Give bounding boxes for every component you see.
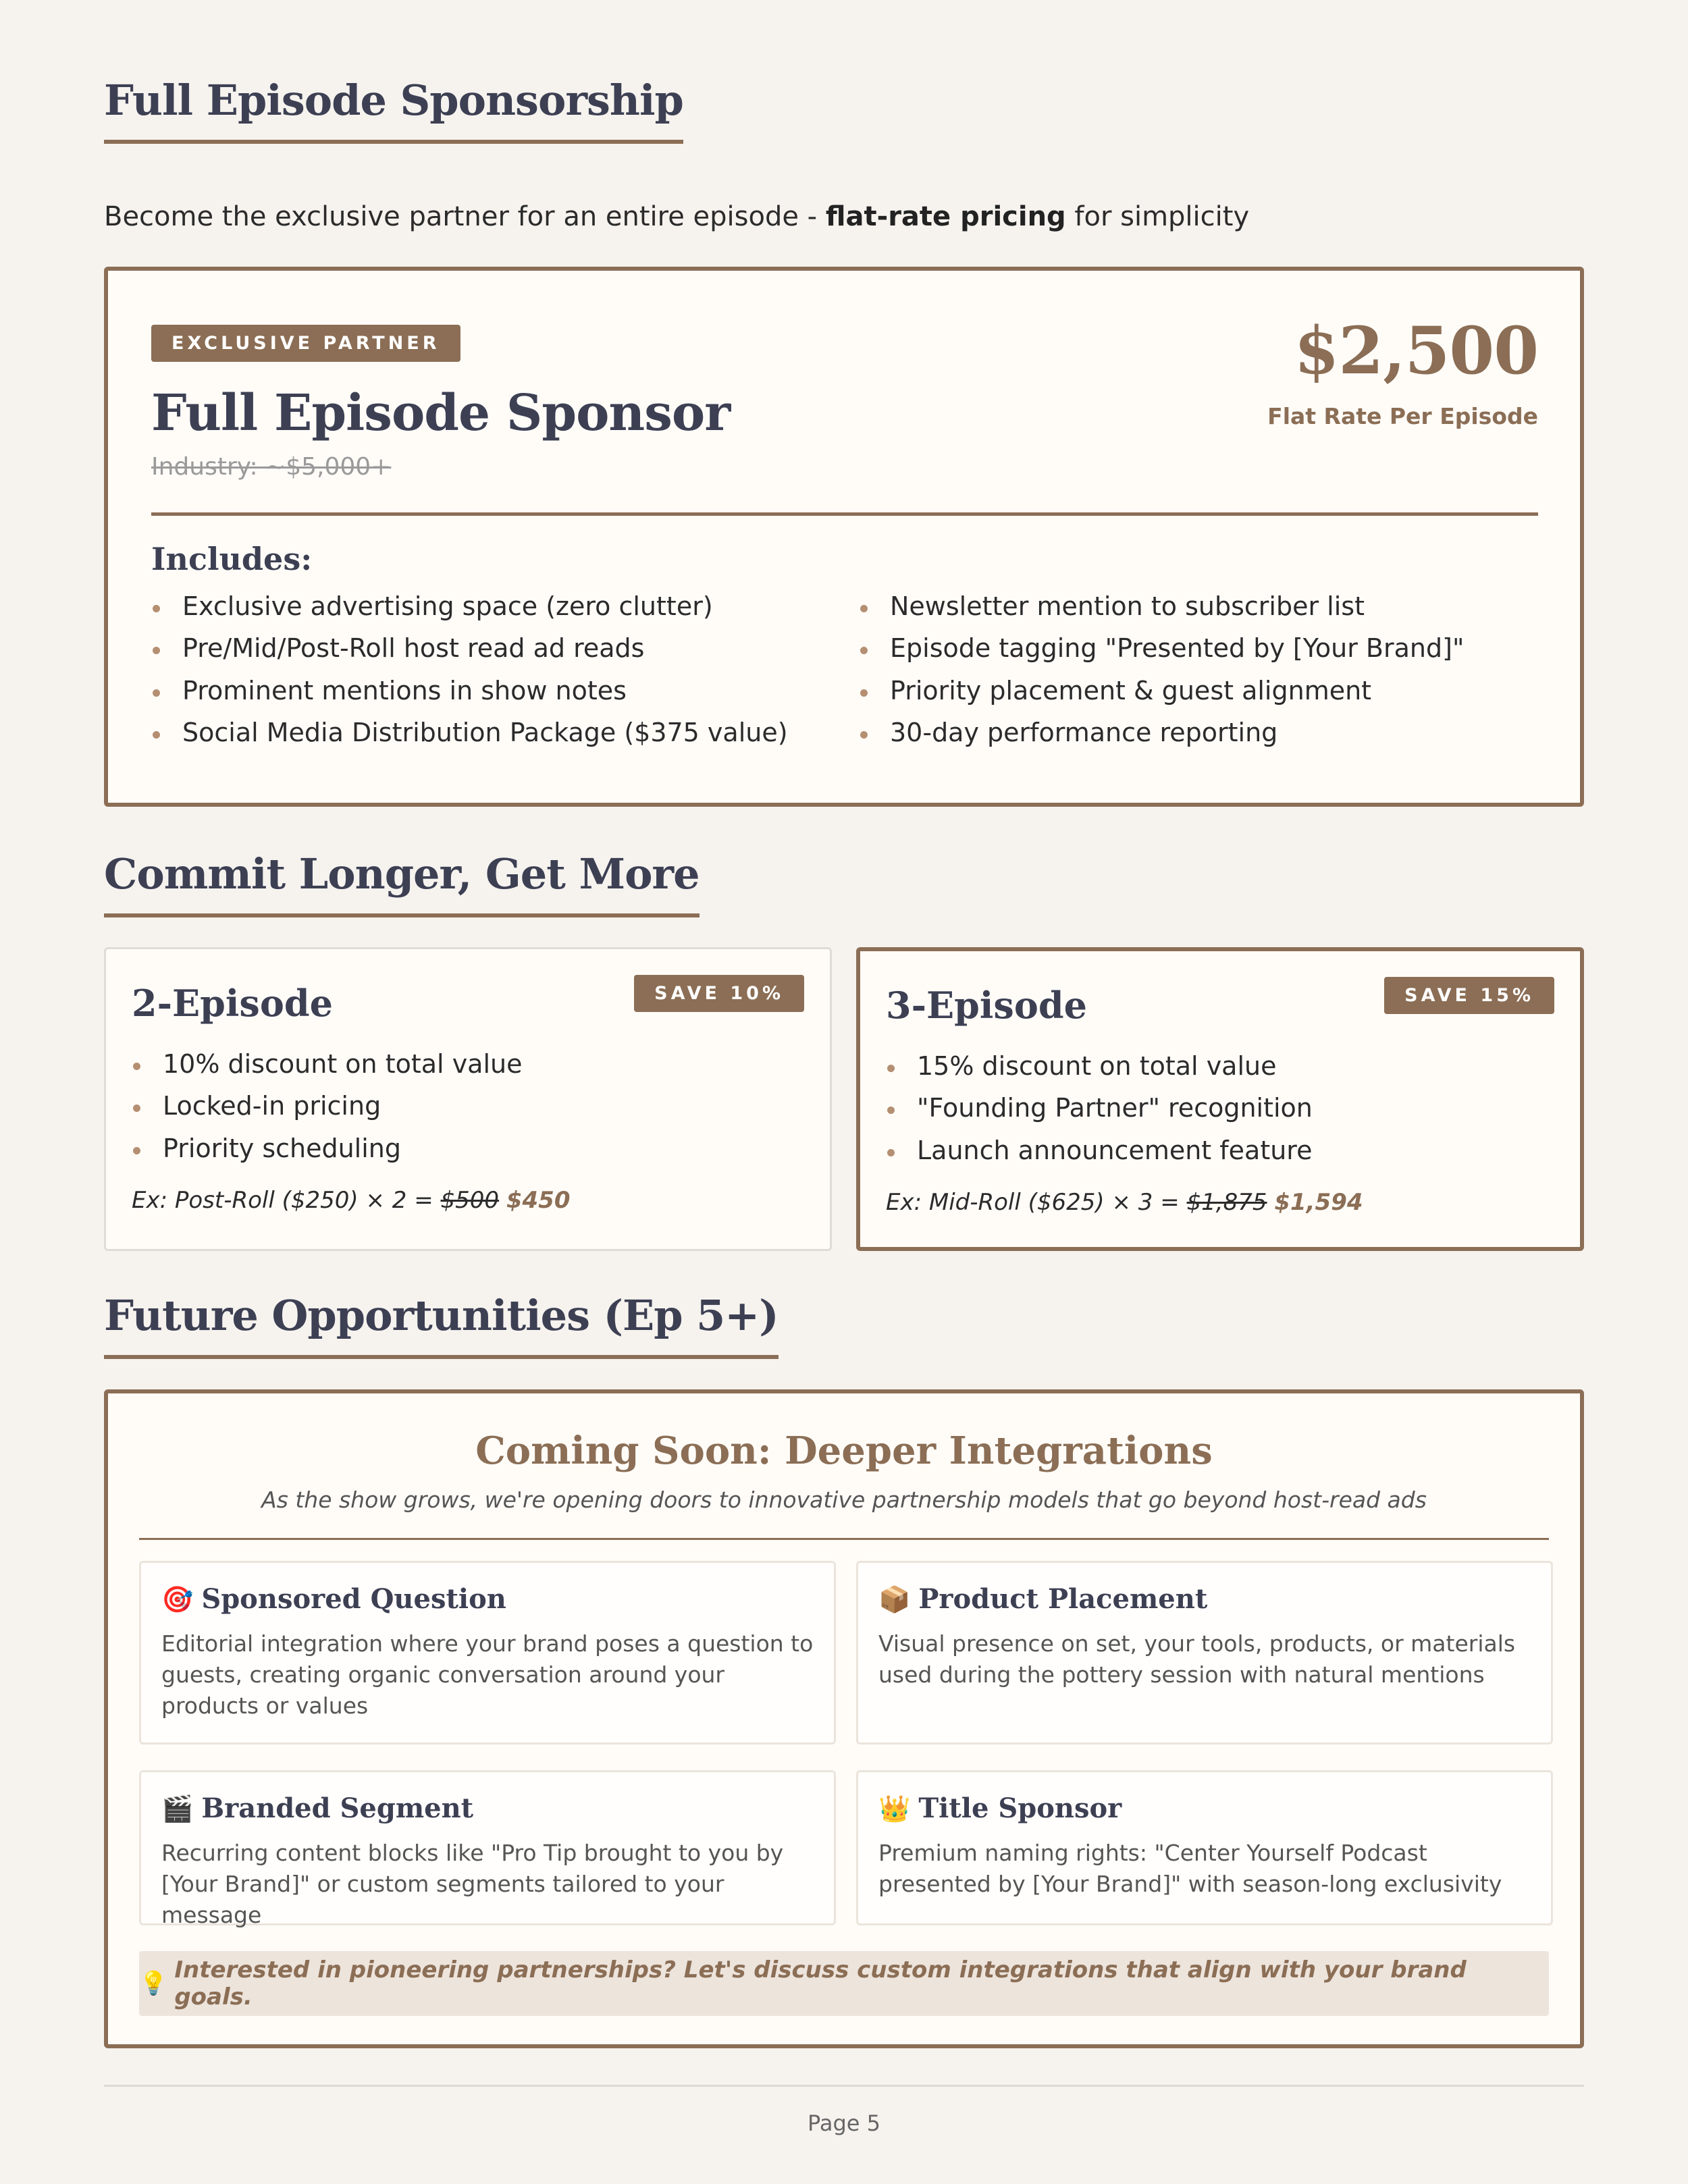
- list-item: 30-day performance reporting: [859, 716, 1534, 750]
- option-title: Title Sponsor: [918, 1792, 1122, 1824]
- three-episode-title: 3-Episode: [886, 984, 1087, 1027]
- includes-label: Includes:: [151, 541, 313, 577]
- divider: [151, 512, 1538, 516]
- sponsor-title: Full Episode Sponsor: [151, 384, 731, 442]
- list-item: Priority placement & guest alignment: [859, 674, 1534, 708]
- clapperboard-icon: 🎬: [161, 1792, 194, 1823]
- industry-price: Industry: ~$5,000+: [151, 453, 392, 481]
- save-15-badge: SAVE 15%: [1384, 977, 1554, 1014]
- future-heading: Coming Soon: Deeper Integrations: [475, 1429, 1213, 1473]
- option-title: Sponsored Question: [201, 1583, 506, 1615]
- example-new-price: $450: [506, 1187, 571, 1214]
- cta-banner: [139, 1951, 1549, 2016]
- list-item: Launch announcement feature: [886, 1134, 1313, 1168]
- example-old-price: $1,875: [1186, 1189, 1267, 1216]
- option-branded-segment: [139, 1770, 836, 1929]
- option-title-sponsor: [856, 1770, 1553, 1925]
- list-item: Episode tagging "Presented by [Your Brand]": [859, 631, 1534, 666]
- includes-list-right: [859, 589, 1534, 750]
- page-number: Page 5: [808, 2110, 880, 2136]
- option-desc: Recurring content blocks like "Pro Tip brought to you by [Your Brand]" or custom segments tailored to your message: [161, 1840, 784, 1929]
- list-item: "Founding Partner" recognition: [886, 1091, 1313, 1125]
- option-product-placement: [856, 1561, 1553, 1744]
- includes-list-left: [151, 589, 826, 750]
- section-title-future: Future Opportunities (Ep 5+): [104, 1291, 779, 1359]
- example-new-price: $1,594: [1274, 1189, 1363, 1216]
- option-sponsored-question: [139, 1561, 836, 1744]
- option-desc: Visual presence on set, your tools, products, or materials used during the pottery session with natural mentions: [878, 1630, 1516, 1688]
- cta-text: Interested in pioneering partnerships? Let's discuss custom integrations that align with your brand goals.: [174, 1956, 1467, 2010]
- lightbulb-icon: 💡: [139, 1970, 168, 1997]
- list-item: Exclusive advertising space (zero clutter): [151, 589, 826, 624]
- price-label: Flat Rate Per Episode: [1267, 403, 1538, 429]
- two-episode-list: [132, 1047, 522, 1166]
- list-item: Newsletter mention to subscriber list: [859, 589, 1534, 624]
- save-10-badge: SAVE 10%: [634, 975, 804, 1012]
- list-item: Pre/Mid/Post-Roll host read ad reads: [151, 631, 826, 666]
- list-item: 10% discount on total value: [132, 1047, 522, 1082]
- intro-bold: flat-rate pricing: [825, 201, 1066, 232]
- future-opportunities-card: [104, 1389, 1584, 2048]
- option-desc: Premium naming rights: "Center Yourself Podcast presented by [Your Brand]" with season-long exclusivity: [878, 1840, 1502, 1898]
- price: $2,500: [1294, 313, 1538, 389]
- two-episode-title: 2-Episode: [132, 982, 333, 1025]
- two-episode-card: [104, 947, 832, 1251]
- target-icon: 🎯: [161, 1583, 194, 1614]
- package-icon: 📦: [878, 1583, 911, 1614]
- future-subheading: As the show grows, we're opening doors to innovative partnership models that go beyond host-read ads: [261, 1487, 1427, 1513]
- three-episode-example: Ex: Mid-Roll ($625) × 3 = $1,875 $1,594: [886, 1189, 1363, 1216]
- list-item: Priority scheduling: [132, 1131, 522, 1166]
- list-item: Locked-in pricing: [132, 1089, 522, 1123]
- section-title-commit: Commit Longer, Get More: [104, 849, 700, 917]
- list-item: Social Media Distribution Package ($375 value): [151, 716, 826, 750]
- three-episode-card: [856, 947, 1584, 1251]
- sponsorship-intro: Become the exclusive partner for an entire episode - flat-rate pricing for simplicity: [104, 201, 1250, 232]
- section-title-sponsorship: Full Episode Sponsorship: [104, 76, 683, 144]
- option-title: Branded Segment: [201, 1792, 474, 1824]
- divider: [139, 1538, 1549, 1540]
- option-desc: Editorial integration where your brand poses a question to guests, creating organic conversation around your products or values: [161, 1630, 814, 1720]
- footer-rule: [104, 2085, 1584, 2087]
- crown-icon: 👑: [878, 1792, 911, 1823]
- example-old-price: $500: [440, 1187, 500, 1214]
- full-episode-sponsor-card: [104, 267, 1584, 807]
- two-episode-example: Ex: Post-Roll ($250) × 2 = $500 $450: [132, 1187, 571, 1214]
- list-item: Prominent mentions in show notes: [151, 674, 826, 708]
- exclusive-partner-badge: EXCLUSIVE PARTNER: [151, 325, 460, 362]
- three-episode-list: [886, 1049, 1313, 1168]
- option-title: Product Placement: [918, 1583, 1208, 1615]
- list-item: 15% discount on total value: [886, 1049, 1313, 1084]
